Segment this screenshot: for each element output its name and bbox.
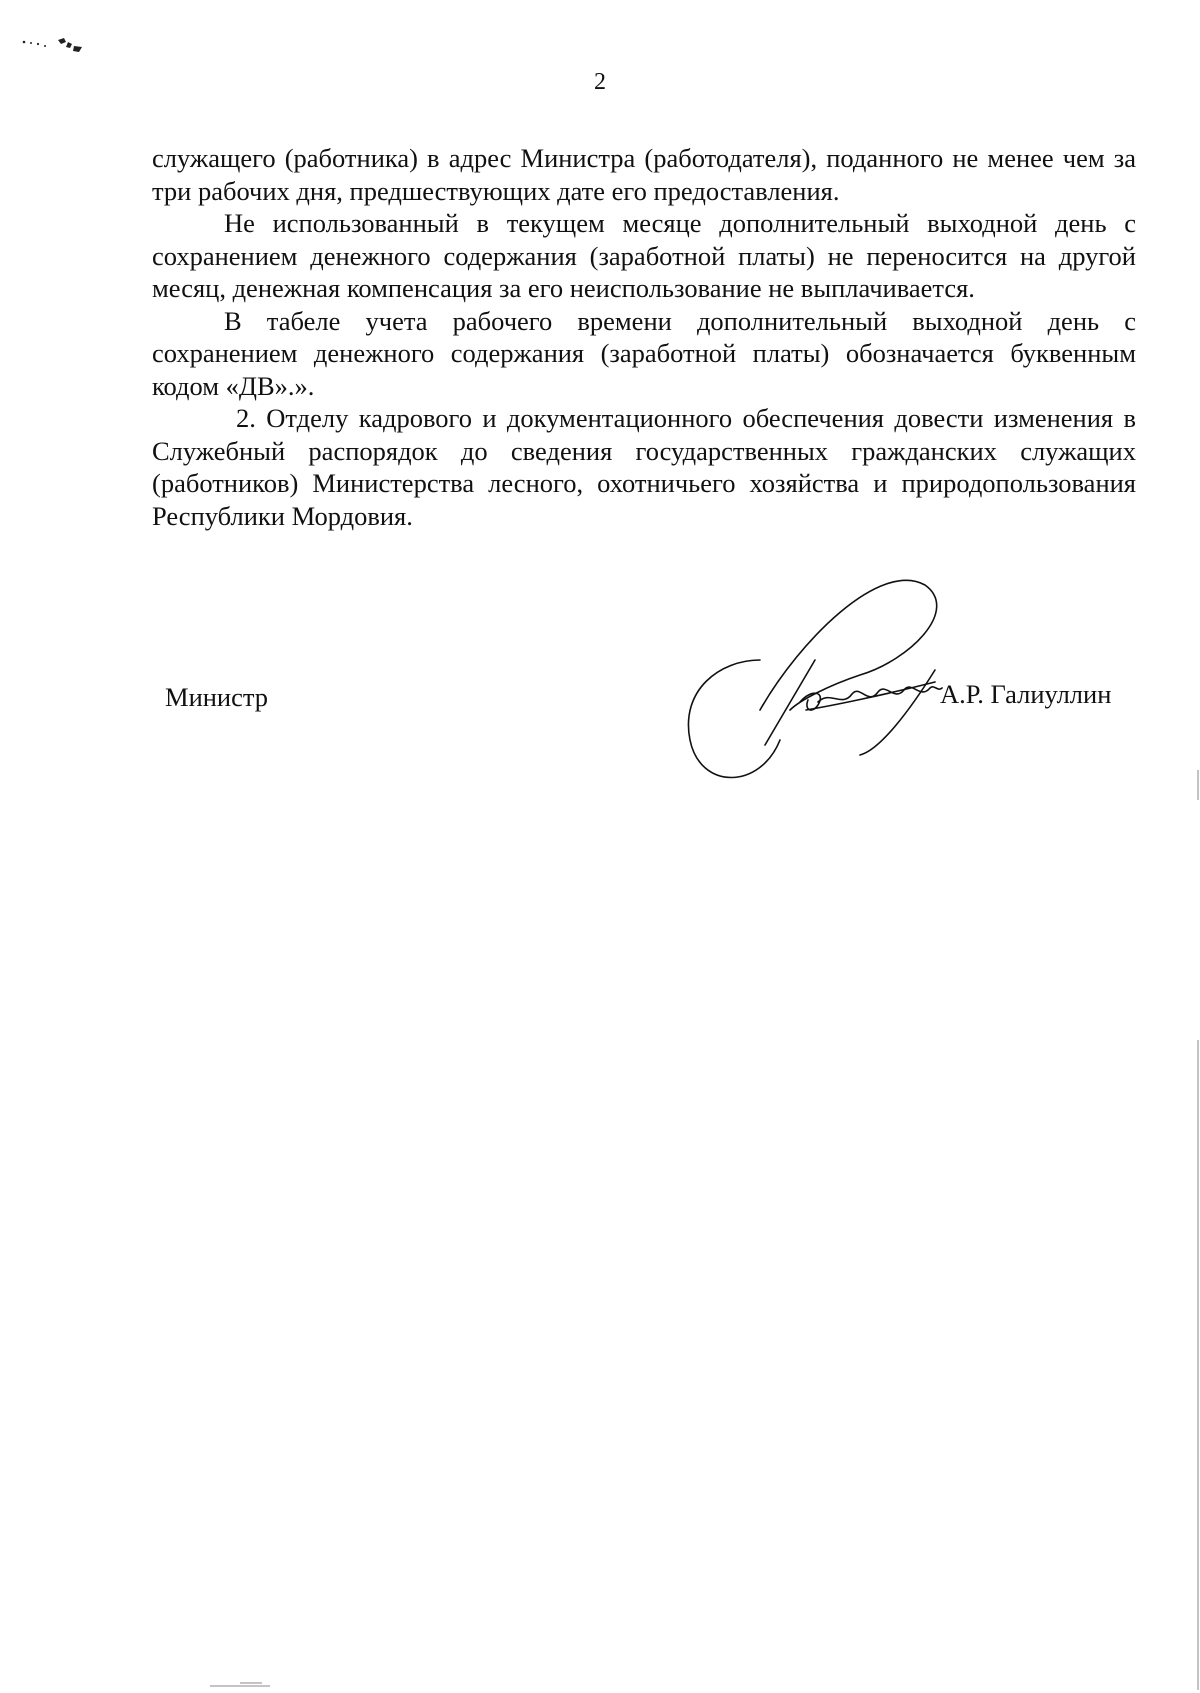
page-number: 2 (594, 69, 606, 95)
paragraph-item-2: 2. Отделу кадрового и документационного обеспечения довести изменения в Служебный распорядок до сведения государственных гражданских служащих (работников) Министерства лесного, охотничьего хозяйства и природопользования Республики Мордовия. (152, 403, 1136, 531)
signer-name: А.Р. Галиуллин (940, 679, 1112, 709)
signer-position: Министр (165, 682, 269, 712)
paragraph-timesheet-code: В табеле учета рабочего времени дополнительный выходной день с сохранением денежного содержания (заработной платы) обозначается буквенным кодом «ДВ».». (152, 305, 1136, 401)
paragraph-continuation: служащего (работника) в адрес Министра (работодателя), поданного не менее чем за три рабочих дня, предшествующих дате его предоставления. (152, 143, 1136, 206)
document-body (152, 142, 1136, 532)
signature-block (0, 560, 1200, 820)
paragraph-unused-day: Не использованный в текущем месяце дополнительный выходной день с сохранением денежного содержания (заработной платы) не переносится на другой месяц, денежная компенсация за его неиспользование не выплачивается. (152, 208, 1136, 303)
